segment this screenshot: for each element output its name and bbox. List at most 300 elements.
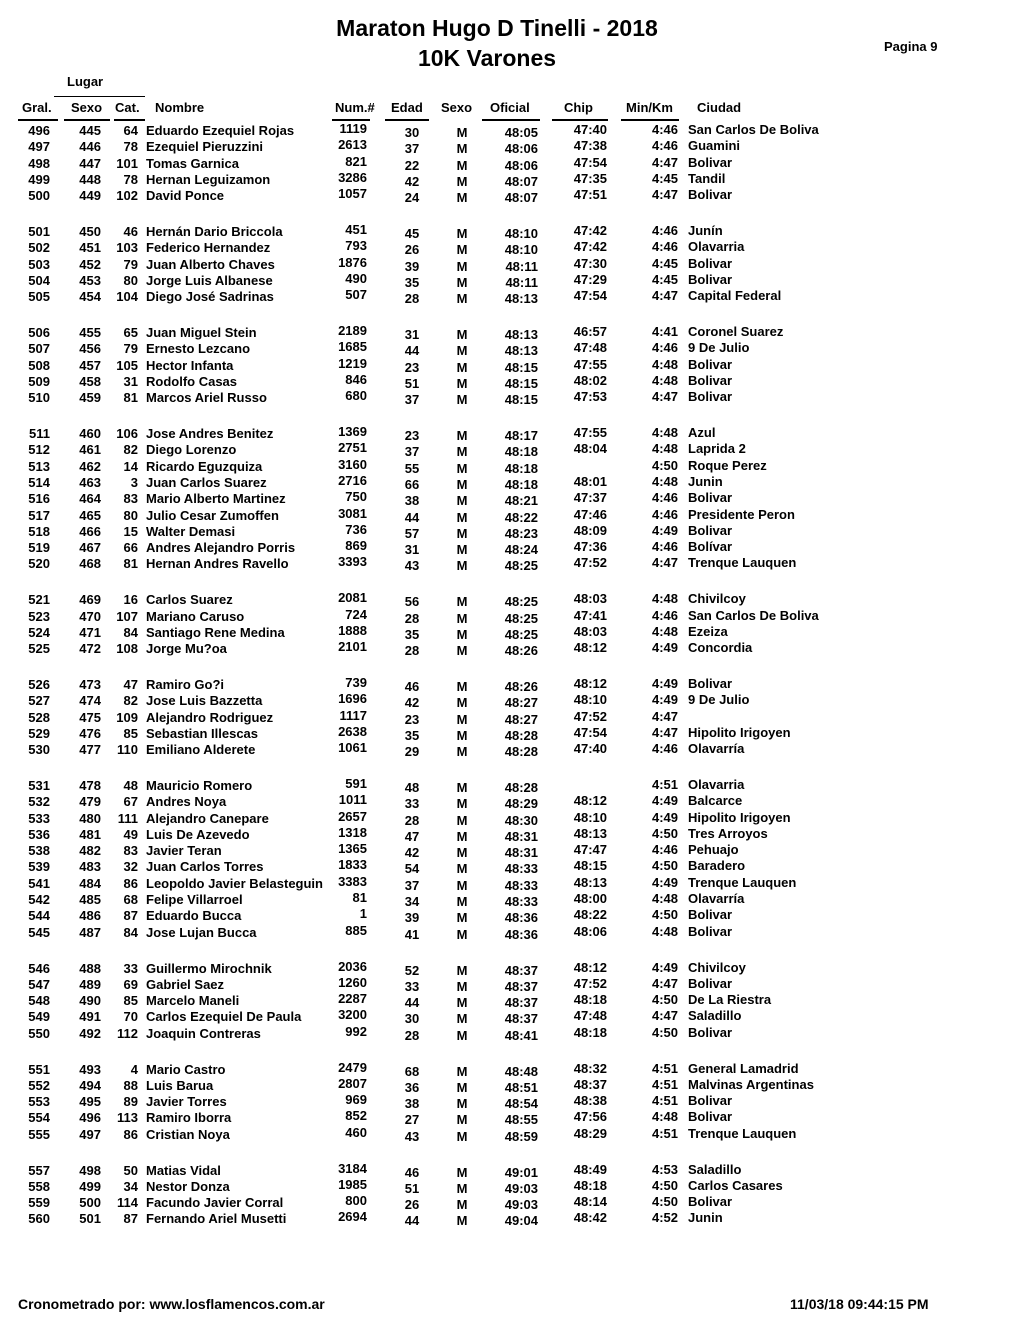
cell-num: 1876 <box>338 254 367 270</box>
cell-oficial: 48:11 <box>505 274 538 290</box>
cell-gral: 518 <box>28 523 50 539</box>
cell-minkm: 4:51 <box>651 1060 678 1076</box>
cell-nombre: Diego José Sadrinas <box>146 289 274 305</box>
cell-num: 2657 <box>338 808 367 824</box>
cell-oficial: 48:15 <box>504 392 538 408</box>
cell-chip: 48:02 <box>573 372 607 388</box>
cell-num: 490 <box>345 270 367 286</box>
header-underline-chip <box>552 119 608 121</box>
cell-gral: 513 <box>28 458 50 474</box>
cell-num: 3081 <box>338 505 367 521</box>
cell-oficial: 48:06 <box>504 141 538 157</box>
cell-sexo-pos: 469 <box>79 592 101 608</box>
header-underline-cat <box>114 119 145 121</box>
cell-sexo: M <box>456 978 468 994</box>
cell-gral: 544 <box>28 908 50 924</box>
cell-edad: 26 <box>404 1197 420 1213</box>
cell-sexo: M <box>456 995 468 1011</box>
cell-sexo: M <box>456 509 468 525</box>
cell-gral: 516 <box>28 491 50 507</box>
footer-timestamp: 11/03/18 09:44:15 PM <box>790 1296 929 1312</box>
cell-gral: 510 <box>28 390 50 406</box>
cell-nombre: Mariano Caruso <box>146 608 245 624</box>
cell-minkm: 4:41 <box>651 324 678 340</box>
cell-gral: 541 <box>28 875 50 891</box>
cell-sexo-pos: 495 <box>79 1094 101 1110</box>
cell-chip: 47:54 <box>573 154 607 170</box>
cell-ciudad: Chivilcoy <box>688 959 746 975</box>
cell-nombre: Juan Miguel Stein <box>146 325 257 341</box>
cell-num: 1260 <box>338 974 367 990</box>
cell-oficial: 48:05 <box>504 125 538 140</box>
cell-sexo-pos: 459 <box>79 390 101 406</box>
cell-sexo: M <box>456 141 468 157</box>
cell-gral: 542 <box>28 892 50 907</box>
cell-gral: 520 <box>28 556 50 572</box>
cell-sexo: M <box>456 444 468 460</box>
cell-gral: 558 <box>28 1178 50 1194</box>
cell-nombre: Cristian Noya <box>146 1126 230 1142</box>
cell-oficial: 48:25 <box>504 558 538 574</box>
cell-edad: 35 <box>404 274 420 290</box>
cell-gral: 536 <box>28 826 50 842</box>
cell-gral: 517 <box>28 507 50 523</box>
cell-minkm: 4:47 <box>651 1008 678 1024</box>
cell-oficial: 48:33 <box>504 861 538 877</box>
cell-sexo: M <box>456 626 468 642</box>
cell-ciudad: Olavarria <box>688 239 745 255</box>
cell-cat: 4 <box>130 1061 138 1077</box>
cell-edad: 46 <box>404 679 420 695</box>
cell-oficial: 48:37 <box>504 962 538 978</box>
cell-minkm: 4:46 <box>651 239 678 255</box>
cell-nombre: Hernán Dario Briccola <box>146 224 283 240</box>
cell-chip: 47:46 <box>573 506 607 522</box>
cell-oficial: 48:51 <box>504 1079 538 1095</box>
cell-oficial: 48:13 <box>504 327 538 343</box>
cell-edad: 28 <box>404 610 420 626</box>
cell-minkm: 4:50 <box>651 858 678 874</box>
cell-ciudad: Olavarría <box>688 741 745 757</box>
cell-oficial: 48:24 <box>504 542 538 558</box>
cell-ciudad: Malvinas Argentinas <box>688 1076 814 1092</box>
cell-sexo: M <box>456 1096 468 1112</box>
cell-num: 1833 <box>338 857 367 873</box>
cell-sexo: M <box>456 1180 468 1196</box>
cell-sexo: M <box>456 1079 468 1095</box>
cell-edad: 47 <box>404 828 420 844</box>
cell-edad: 37 <box>404 877 420 893</box>
cell-nombre: Hernan Leguizamon <box>146 171 271 187</box>
cell-sexo: M <box>456 493 468 509</box>
cell-edad: 30 <box>404 125 420 140</box>
cell-num: 3393 <box>338 554 367 570</box>
cell-sexo: M <box>456 274 468 290</box>
cell-edad: 38 <box>404 1096 420 1112</box>
cell-chip: 48:04 <box>573 441 607 457</box>
cell-gral: 502 <box>28 240 50 256</box>
cell-gral: 508 <box>28 357 50 373</box>
cell-gral: 504 <box>28 272 50 288</box>
cell-edad: 37 <box>404 444 420 460</box>
cell-num: 2807 <box>338 1075 367 1091</box>
page-number: Pagina 9 <box>884 39 938 54</box>
cell-edad: 28 <box>404 1027 420 1043</box>
cell-gral: 547 <box>28 976 50 992</box>
cell-nombre: Ramiro Iborra <box>146 1110 232 1126</box>
cell-num: 3383 <box>338 873 367 889</box>
cell-oficial: 48:15 <box>504 359 538 375</box>
cell-edad: 35 <box>404 626 420 642</box>
cell-num: 852 <box>345 1108 367 1124</box>
header-underline-gral <box>18 119 58 121</box>
cell-gral: 509 <box>28 373 50 389</box>
cell-minkm: 4:48 <box>651 473 678 489</box>
cell-ciudad: Carlos Casares <box>688 1177 783 1193</box>
cell-oficial: 48:15 <box>504 375 538 391</box>
cell-sexo: M <box>456 460 468 476</box>
cell-sexo-pos: 452 <box>79 256 101 272</box>
cell-ciudad: Balcarce <box>688 793 743 809</box>
cell-oficial: 48:18 <box>504 444 538 460</box>
cell-edad: 22 <box>404 157 420 173</box>
cell-ciudad: Bolivar <box>688 490 733 506</box>
cell-sexo-pos: 448 <box>79 171 101 187</box>
cell-num: 2036 <box>338 958 367 974</box>
cell-minkm: 4:50 <box>651 457 678 473</box>
cell-ciudad: Capital Federal <box>688 288 782 304</box>
cell-ciudad: Bolivar <box>688 255 733 271</box>
cell-chip: 47:55 <box>573 356 607 372</box>
cell-sexo: M <box>456 428 468 444</box>
cell-sexo-pos: 454 <box>79 289 101 305</box>
cell-ciudad: San Carlos De Boliva <box>688 122 819 137</box>
cell-ciudad: Bolivar <box>688 923 733 939</box>
cell-num: 2287 <box>338 991 367 1007</box>
cell-sexo-pos: 472 <box>79 641 101 657</box>
cell-num: 81 <box>352 890 367 905</box>
cell-num: 821 <box>345 153 367 169</box>
cell-sexo: M <box>456 926 468 942</box>
cell-num: 1318 <box>338 824 367 840</box>
cell-ciudad: Pehuajo <box>688 842 739 858</box>
cell-cat: 65 <box>123 325 138 341</box>
cell-num: 1117 <box>339 707 367 723</box>
cell-gral: 545 <box>28 924 50 940</box>
cell-num: 793 <box>345 238 367 254</box>
col-header-gral: Gral. <box>22 100 52 115</box>
cell-minkm: 4:52 <box>651 1210 678 1226</box>
cell-ciudad: Tandil <box>688 170 726 186</box>
cell-cat: 14 <box>123 458 138 474</box>
cell-ciudad: Bolivar <box>688 154 733 170</box>
cell-cat: 81 <box>123 390 138 406</box>
cell-chip: 48:12 <box>573 793 607 809</box>
cell-chip: 48:37 <box>573 1076 607 1092</box>
cell-oficial: 48:18 <box>504 476 538 492</box>
cell-edad: 24 <box>404 190 420 206</box>
cell-num: 2479 <box>338 1059 367 1075</box>
cell-cat: 86 <box>123 875 138 891</box>
cell-minkm: 4:49 <box>651 692 678 708</box>
col-header-sexo: Sexo <box>441 100 473 115</box>
cell-oficial: 49:04 <box>504 1213 538 1229</box>
cell-minkm: 4:47 <box>651 724 678 740</box>
cell-edad: 43 <box>404 1128 420 1144</box>
cell-num: 2613 <box>338 137 367 153</box>
cell-minkm: 4:48 <box>651 441 678 457</box>
cell-chip: 47:30 <box>573 255 607 271</box>
header-underline-oficial <box>482 119 540 121</box>
cell-num: 750 <box>345 489 367 505</box>
cell-chip: 47:52 <box>573 708 607 724</box>
cell-gral: 555 <box>28 1126 50 1142</box>
cell-oficial: 48:37 <box>504 1011 538 1027</box>
cell-cat: 78 <box>123 139 138 155</box>
cell-gral: 531 <box>28 778 50 794</box>
cell-nombre: Eduardo Ezequiel Rojas <box>146 123 295 138</box>
cell-minkm: 4:50 <box>651 1194 678 1210</box>
cell-sexo: M <box>456 727 468 743</box>
cell-num: 591 <box>345 776 367 792</box>
cell-gral: 519 <box>28 540 50 556</box>
cell-chip: 47:29 <box>573 271 607 287</box>
cell-cat: 102 <box>116 188 138 204</box>
cell-cat: 67 <box>123 794 138 810</box>
cell-nombre: Hernan Andres Ravello <box>146 556 289 572</box>
cell-sexo-pos: 453 <box>79 272 101 288</box>
cell-num: 1365 <box>338 841 367 857</box>
cell-edad: 41 <box>404 926 420 942</box>
cell-gral: 549 <box>28 1009 50 1025</box>
cell-edad: 39 <box>404 910 420 926</box>
cell-oficial: 48:13 <box>504 291 538 307</box>
cell-cat: 87 <box>123 908 138 924</box>
cell-ciudad: Bolivar <box>688 522 733 538</box>
cell-chip: 47:48 <box>573 1008 607 1024</box>
cell-ciudad: Bolivar <box>688 1109 733 1125</box>
lugar-underline <box>54 96 145 97</box>
cell-num: 1685 <box>338 339 367 355</box>
cell-sexo-pos: 465 <box>79 507 101 523</box>
cell-minkm: 4:46 <box>651 842 678 858</box>
cell-oficial: 48:27 <box>504 695 538 711</box>
cell-edad: 37 <box>404 392 420 408</box>
cell-sexo-pos: 458 <box>79 373 101 389</box>
cell-gral: 530 <box>28 742 50 758</box>
cell-ciudad: Guamini <box>688 138 741 154</box>
cell-chip: 48:49 <box>573 1161 607 1177</box>
cell-ciudad: Saladillo <box>688 1161 742 1177</box>
cell-chip: 48:13 <box>573 825 607 841</box>
cell-sexo-pos: 455 <box>79 325 101 341</box>
cell-nombre: David Ponce <box>146 188 225 204</box>
cell-gral: 506 <box>28 325 50 341</box>
cell-sexo-pos: 487 <box>79 924 101 940</box>
cell-oficial: 48:10 <box>504 226 538 242</box>
cell-oficial: 49:01 <box>504 1164 538 1180</box>
cell-oficial: 48:07 <box>504 190 538 206</box>
cell-edad: 44 <box>404 995 420 1011</box>
cell-ciudad: Bolívar <box>688 539 733 555</box>
cell-chip: 46:57 <box>573 324 607 340</box>
col-header-cat: Cat. <box>115 100 140 115</box>
cell-gral: 498 <box>28 155 50 171</box>
cell-edad: 43 <box>404 558 420 574</box>
cell-chip: 48:03 <box>573 591 607 607</box>
cell-sexo-pos: 445 <box>79 123 101 138</box>
cell-nombre: Ezequiel Pieruzzini <box>146 139 264 155</box>
cell-sexo-pos: 466 <box>79 523 101 539</box>
cell-oficial: 48:28 <box>504 744 538 760</box>
cell-nombre: Luis Barua <box>146 1077 214 1093</box>
cell-gral: 557 <box>28 1162 50 1178</box>
cell-minkm: 4:48 <box>651 591 678 607</box>
cell-chip: 48:18 <box>573 1177 607 1193</box>
cell-edad: 51 <box>404 1180 420 1196</box>
cell-sexo-pos: 456 <box>79 341 101 357</box>
cell-minkm: 4:46 <box>651 607 678 623</box>
cell-gral: 560 <box>28 1211 50 1227</box>
cell-oficial: 48:33 <box>504 877 538 893</box>
cell-ciudad: 9 De Julio <box>688 340 750 356</box>
cell-gral: 501 <box>28 224 50 240</box>
cell-sexo-pos: 479 <box>79 794 101 810</box>
cell-chip: 47:40 <box>573 741 607 757</box>
cell-minkm: 4:47 <box>651 708 678 724</box>
cell-sexo: M <box>456 828 468 844</box>
cell-minkm: 4:45 <box>651 255 678 271</box>
cell-oficial: 48:48 <box>504 1063 538 1079</box>
cell-sexo-pos: 492 <box>79 1025 101 1041</box>
cell-minkm: 4:46 <box>651 506 678 522</box>
col-header-ciudad: Ciudad <box>697 100 742 115</box>
cell-minkm: 4:49 <box>651 522 678 538</box>
cell-nombre: Matias Vidal <box>146 1162 221 1178</box>
cell-num: 507 <box>345 287 367 303</box>
cell-sexo-pos: 461 <box>79 442 101 458</box>
cell-gral: 507 <box>28 341 50 357</box>
cell-oficial: 48:54 <box>504 1096 538 1112</box>
cell-ciudad: Bolivar <box>688 1093 733 1109</box>
page-subtitle: 10K Varones <box>417 45 557 71</box>
cell-gral: 539 <box>28 859 50 875</box>
cell-sexo: M <box>456 1164 468 1180</box>
cell-chip: 47:38 <box>573 138 607 154</box>
cell-sexo: M <box>456 1063 468 1079</box>
cell-nombre: Facundo Javier Corral <box>146 1195 284 1211</box>
cell-ciudad: Bolivar <box>688 372 733 388</box>
cell-oficial: 48:36 <box>504 926 538 942</box>
cell-sexo-pos: 464 <box>79 491 101 507</box>
cell-sexo-pos: 501 <box>79 1211 101 1227</box>
cell-edad: 26 <box>404 242 420 258</box>
cell-edad: 23 <box>404 711 420 727</box>
cell-num: 2189 <box>338 323 367 339</box>
cell-sexo-pos: 481 <box>79 826 101 842</box>
cell-ciudad: Bolivar <box>688 1194 733 1210</box>
cell-minkm: 4:49 <box>651 809 678 825</box>
cell-ciudad: De La Riestra <box>688 992 772 1008</box>
cell-edad: 46 <box>404 1164 420 1180</box>
cell-edad: 28 <box>404 812 420 828</box>
cell-minkm: 4:48 <box>651 356 678 372</box>
cell-minkm: 4:47 <box>651 154 678 170</box>
cell-cat: 79 <box>123 256 138 272</box>
cell-sexo: M <box>456 125 468 140</box>
cell-cat: 101 <box>116 155 138 171</box>
cell-gral: 523 <box>28 608 50 624</box>
cell-chip: 47:52 <box>573 975 607 991</box>
cell-nombre: Alejandro Rodriguez <box>146 709 274 725</box>
cell-edad: 37 <box>404 141 420 157</box>
cell-nombre: Guillermo Mirochnik <box>146 960 272 976</box>
cell-sexo: M <box>456 343 468 359</box>
cell-gral: 554 <box>28 1110 50 1126</box>
cell-oficial: 48:31 <box>504 845 538 861</box>
cell-minkm: 4:46 <box>651 539 678 555</box>
cell-cat: 104 <box>116 289 138 305</box>
cell-sexo-pos: 486 <box>79 908 101 924</box>
cell-edad: 28 <box>404 291 420 307</box>
cell-ciudad: Olavarría <box>688 891 745 906</box>
cell-sexo: M <box>456 1112 468 1128</box>
cell-minkm: 4:48 <box>651 623 678 639</box>
cell-oficial: 48:23 <box>504 525 538 541</box>
cell-num: 2716 <box>338 472 367 488</box>
cell-cat: 82 <box>123 693 138 709</box>
header-underline-edad <box>385 119 429 121</box>
cell-cat: 31 <box>123 373 138 389</box>
cell-minkm: 4:53 <box>651 1161 678 1177</box>
cell-nombre: Walter Demasi <box>146 523 236 539</box>
cell-ciudad: Roque Perez <box>688 457 767 473</box>
cell-num: 1985 <box>338 1176 367 1192</box>
cell-minkm: 4:51 <box>651 1093 678 1109</box>
cell-edad: 31 <box>404 542 420 558</box>
cell-ciudad: 9 De Julio <box>688 692 750 708</box>
cell-nombre: Leopoldo Javier Belasteguin <box>146 875 323 891</box>
cell-chip: 47:55 <box>573 425 607 441</box>
cell-nombre: Joaquin Contreras <box>146 1025 261 1041</box>
cell-sexo: M <box>456 594 468 610</box>
cell-edad: 28 <box>404 643 420 659</box>
cell-sexo: M <box>456 643 468 659</box>
cell-sexo-pos: 476 <box>79 725 101 741</box>
cell-minkm: 4:49 <box>651 793 678 809</box>
cell-ciudad: Junin <box>688 473 723 489</box>
cell-oficial: 48:06 <box>504 157 538 173</box>
cell-gral: 553 <box>28 1094 50 1110</box>
cell-edad: 54 <box>404 861 420 877</box>
cell-gral: 546 <box>28 960 50 976</box>
cell-edad: 36 <box>404 1079 420 1095</box>
cell-minkm: 4:48 <box>651 425 678 441</box>
cell-cat: 106 <box>116 426 138 442</box>
cell-sexo-pos: 471 <box>79 624 101 640</box>
cell-gral: 526 <box>28 677 50 693</box>
cell-edad: 55 <box>404 460 420 476</box>
cell-chip: 48:38 <box>573 1093 607 1109</box>
cell-sexo-pos: 463 <box>79 474 101 490</box>
cell-chip: 47:37 <box>573 490 607 506</box>
cell-cat: 16 <box>123 592 138 608</box>
cell-edad: 48 <box>404 780 420 796</box>
cell-num: 1011 <box>338 792 367 808</box>
cell-edad: 42 <box>404 695 420 711</box>
cell-sexo-pos: 489 <box>79 976 101 992</box>
col-header-minkm: Min/Km <box>626 100 673 115</box>
